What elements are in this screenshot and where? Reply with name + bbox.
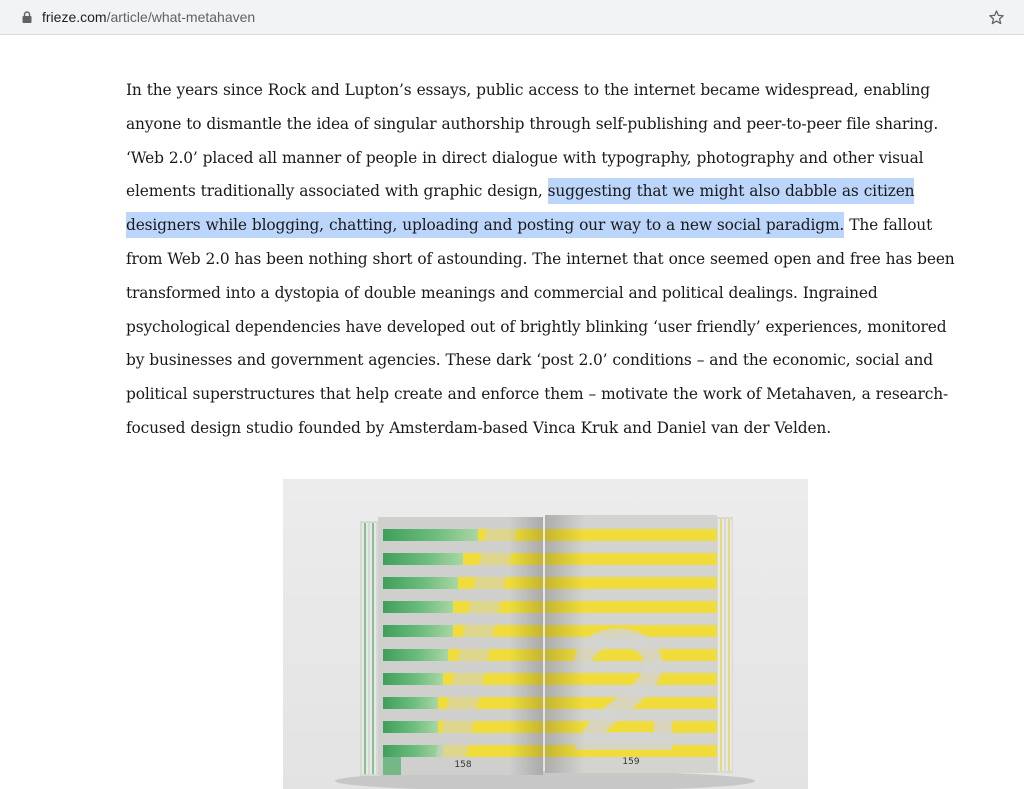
right-gutter-shadow: [545, 515, 585, 773]
url-text[interactable]: [42, 8, 255, 26]
book-illustration: [283, 479, 808, 789]
article-paragraph: [126, 74, 956, 446]
selected-text[interactable]: suggesting that we might also dabble as citizen designers while blogging, chatting, uploading and posting our way to a new social paradigm.: [126, 178, 914, 238]
paragraph-text-end: The fallout from Web 2.0 has been nothing short of astounding. The internet that once seemed open and free has been transformed into a dystopia of double meanings and commercial and political dealings. Ingrained psychological dependencies have developed out of brightly blinking ‘user friendly’ experiences, monitored by businesses and government agencies. These dark ‘post 2.0’ conditions – and the economic, social and political superstructures that help create and enforce them – motivate the work of Metahaven, a research-focused design studio founded by Amsterdam-based Vinca Kruk and Daniel van der Velden.: [126, 216, 955, 437]
left-page-number: 158: [454, 760, 472, 770]
url-host: frieze.com: [42, 9, 107, 25]
left-gutter-shadow: [508, 517, 543, 775]
right-page-edge: [715, 517, 733, 773]
url-path: /article/what-metahaven: [106, 9, 256, 25]
right-page-number: 159: [622, 757, 640, 767]
lock-icon: [22, 11, 32, 23]
star-icon[interactable]: [988, 9, 1005, 26]
article-body: [126, 74, 956, 446]
browser-address-bar: [0, 0, 1024, 35]
paragraph-text-start: In the years since Rock and Lupton’s essays, public access to the internet became widespread, enabling anyone to dismantle the idea of singular authorship through self-publishing and peer-to-peer file sharing. ‘Web 2.0’ placed all manner of people in direct dialogue with typography, photography and other visual elements traditionally associated with graphic design,: [126, 81, 939, 201]
url-field[interactable]: [0, 3, 1020, 31]
article-image-open-book: [283, 479, 808, 789]
